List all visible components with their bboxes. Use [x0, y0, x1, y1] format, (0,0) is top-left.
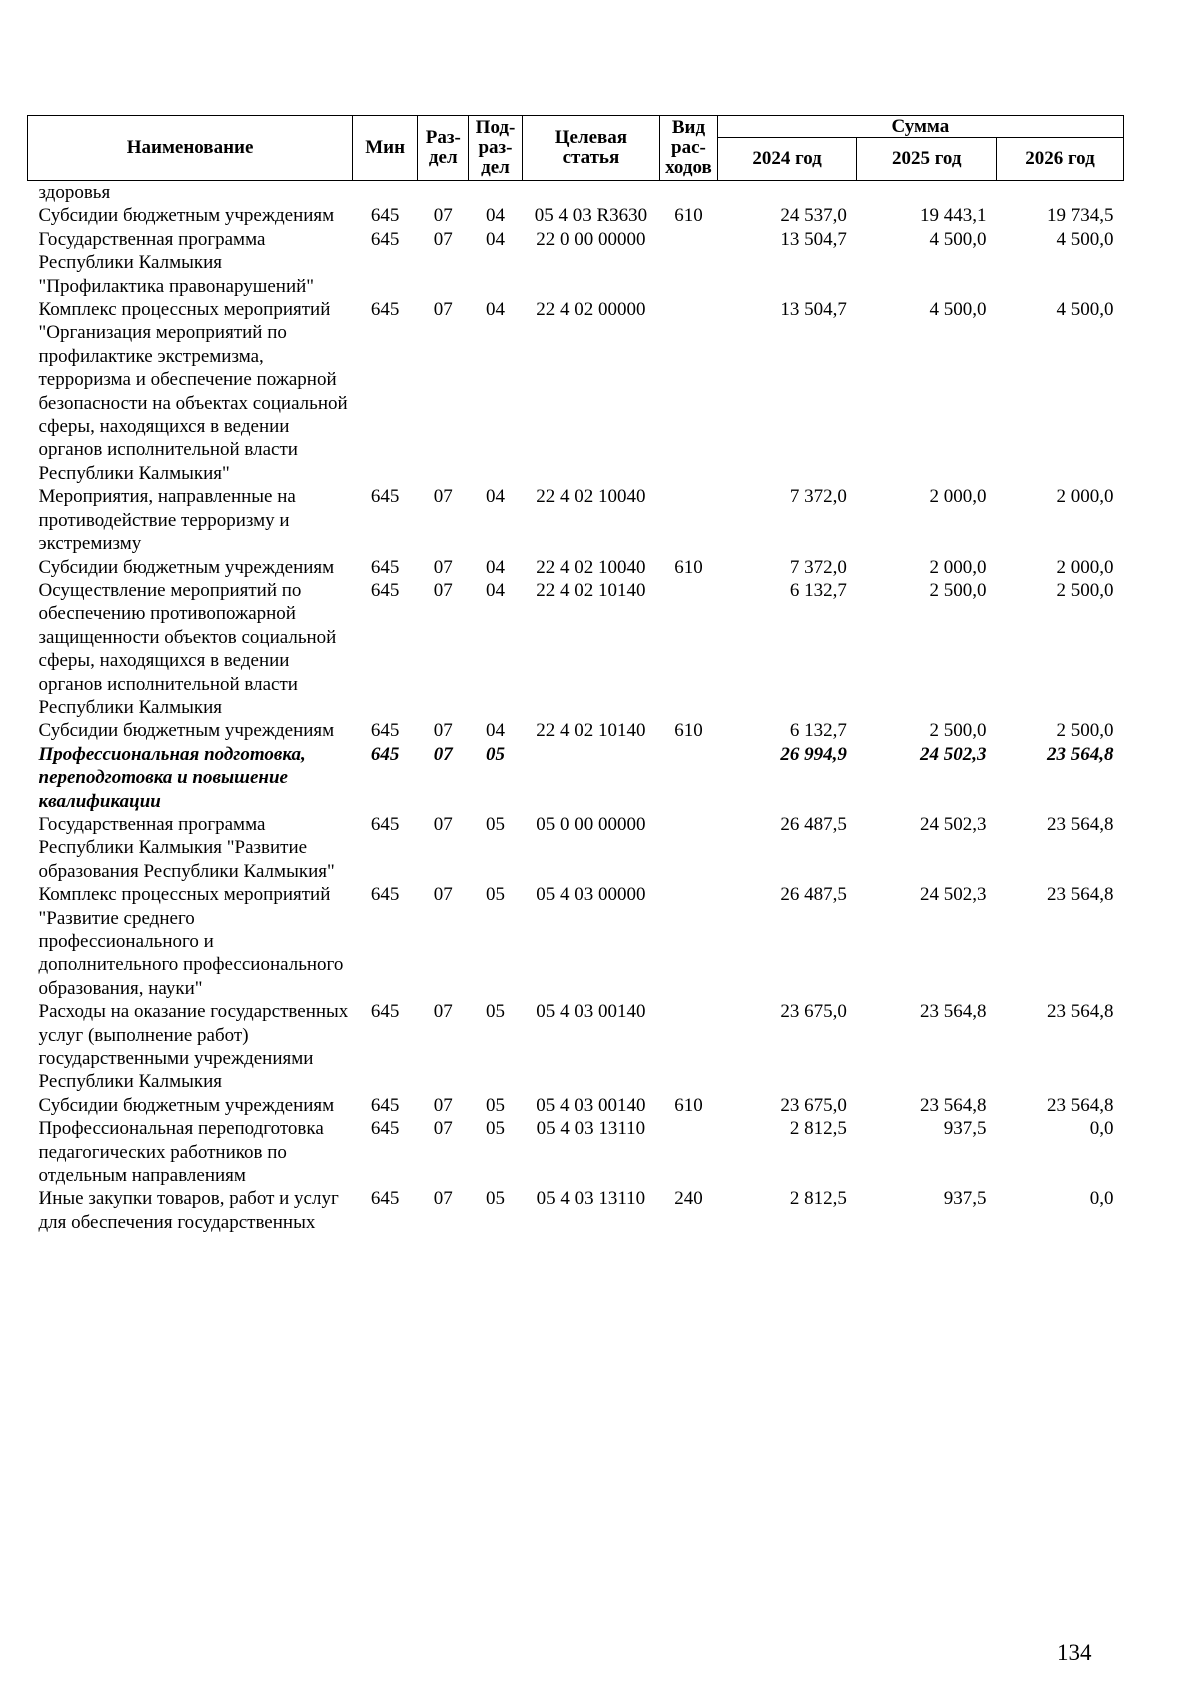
table-row	[28, 1117, 1124, 1187]
cell-name: Профессиональная подготовка, переподготовка и повышение квалификации	[38, 743, 306, 812]
cell-podrazdel	[469, 181, 522, 205]
cell-podrazdel: 04	[486, 486, 505, 508]
cell-podrazdel: 04	[486, 556, 505, 578]
header-podrazdel-line1: Под-	[475, 117, 516, 138]
header-expense-type-line3: ходов	[665, 157, 712, 178]
cell-name: Мероприятия, направленные на противодействие терроризму и экстремизму	[38, 486, 296, 555]
cell-podrazdel: 05	[486, 1094, 505, 1116]
header-expense-type-line2: рас-	[671, 137, 706, 158]
cell-podrazdel: 04	[486, 205, 505, 227]
header-name: Наименование	[28, 116, 353, 181]
cell-min: 645	[370, 1094, 400, 1116]
cell-name: Субсидии бюджетным учреждениям	[38, 205, 335, 227]
cell-amount-2026: 4 500,0	[1056, 299, 1114, 321]
cell-amount-2024: 13 504,7	[780, 299, 847, 321]
cell-razdel: 07	[433, 720, 453, 742]
cell-expense-type	[660, 743, 718, 813]
cell-amount-2025: 24 502,3	[920, 884, 987, 906]
table-row	[28, 181, 1124, 205]
cell-min: 645	[370, 486, 400, 508]
cell-amount-2026	[997, 181, 1124, 205]
cell-article: 05 4 03 R3630	[534, 205, 648, 227]
table-row	[28, 743, 1124, 813]
cell-razdel: 07	[433, 1188, 453, 1210]
budget-table	[27, 115, 1124, 1234]
cell-podrazdel: 05	[486, 1118, 505, 1140]
cell-article	[522, 181, 660, 205]
table-header	[28, 116, 1124, 181]
table-row	[28, 1187, 1124, 1234]
cell-amount-2025: 19 443,1	[920, 205, 987, 227]
header-min: Мин	[353, 116, 418, 181]
cell-name: Комплекс процессных мероприятий "Развитие среднего профессионального и дополнительного профессионального образования, науки"	[38, 884, 344, 999]
cell-amount-2024	[717, 181, 857, 205]
cell-article: 05 0 00 00000	[536, 813, 646, 835]
cell-amount-2024: 13 504,7	[780, 228, 847, 250]
cell-amount-2024: 7 372,0	[789, 556, 847, 578]
cell-name: Субсидии бюджетным учреждениям	[38, 556, 335, 578]
cell-expense-type: 610	[674, 205, 703, 227]
cell-min: 645	[370, 813, 400, 835]
table-row	[28, 204, 1124, 227]
table-row	[28, 719, 1124, 742]
cell-amount-2026: 2 000,0	[1056, 556, 1114, 578]
cell-name: Комплекс процессных мероприятий "Организация мероприятий по профилактике экстремизма, терроризма и обеспечение пожарной безопасности на объектах социальной сферы, находящихся в ведении органов исполнительной власти Республики Калмыкия"	[38, 299, 348, 484]
cell-amount-2024: 7 372,0	[789, 486, 847, 508]
cell-amount-2025: 2 000,0	[929, 556, 987, 578]
header-expense-type	[660, 116, 718, 181]
cell-min: 645	[370, 1001, 400, 1023]
header-podrazdel	[469, 116, 522, 181]
cell-amount-2026: 19 734,5	[1047, 205, 1114, 227]
table-row	[28, 1000, 1124, 1094]
cell-article: 22 4 02 10040	[536, 486, 646, 508]
cell-expense-type	[660, 579, 718, 719]
table-row	[28, 485, 1124, 555]
cell-amount-2026: 0,0	[1089, 1118, 1114, 1140]
cell-min: 645	[370, 556, 400, 578]
header-year-2025: 2025 год	[857, 138, 997, 181]
cell-min	[353, 181, 418, 205]
cell-name: Осуществление мероприятий по обеспечению противопожарной защищенности объектов социальной сферы, находящихся в ведении органов исполнительной власти Республики Калмыкия	[38, 579, 337, 718]
cell-amount-2026: 23 564,8	[1047, 1001, 1114, 1023]
cell-razdel: 07	[433, 205, 453, 227]
header-podrazdel-line2: раз-	[478, 137, 513, 158]
cell-amount-2024: 6 132,7	[789, 720, 847, 742]
cell-amount-2025: 2 000,0	[929, 486, 987, 508]
cell-expense-type	[660, 1000, 718, 1094]
cell-name: Иные закупки товаров, работ и услуг для обеспечения государственных	[38, 1188, 339, 1233]
cell-min: 645	[370, 884, 400, 906]
cell-razdel: 07	[433, 1094, 453, 1116]
cell-amount-2024: 26 994,9	[780, 743, 847, 765]
cell-min: 645	[370, 1118, 400, 1140]
cell-amount-2026: 2 500,0	[1056, 720, 1114, 742]
cell-amount-2025: 23 564,8	[920, 1001, 987, 1023]
header-razdel-line2: дел	[428, 147, 458, 168]
table-row	[28, 556, 1124, 579]
cell-amount-2025: 4 500,0	[929, 228, 987, 250]
cell-amount-2024: 26 487,5	[780, 884, 847, 906]
cell-razdel: 07	[433, 299, 453, 321]
budget-table-page	[27, 115, 1124, 1234]
cell-podrazdel: 05	[486, 813, 505, 835]
header-article	[522, 116, 660, 181]
cell-expense-type	[660, 228, 718, 298]
cell-article: 22 4 02 10140	[536, 579, 646, 601]
cell-amount-2026: 4 500,0	[1056, 228, 1114, 250]
cell-name: Расходы на оказание государственных услуг (выполнение работ) государственными учреждениями Республики Калмыкия	[38, 1001, 349, 1093]
cell-article: 22 0 00 00000	[536, 228, 646, 250]
header-year-2024: 2024 год	[717, 138, 857, 181]
cell-name: Профессиональная переподготовка педагогических работников по отдельным направлениям	[38, 1118, 324, 1187]
cell-amount-2024: 2 812,5	[789, 1118, 847, 1140]
cell-razdel: 07	[433, 579, 453, 601]
cell-expense-type: 610	[674, 556, 703, 578]
cell-podrazdel: 05	[486, 1188, 505, 1210]
table-row	[28, 813, 1124, 883]
page-number: 134	[1057, 1640, 1092, 1665]
header-expense-type-line1: Вид	[671, 117, 706, 138]
cell-amount-2026: 0,0	[1089, 1188, 1114, 1210]
cell-amount-2026: 23 564,8	[1047, 813, 1114, 835]
cell-name: Субсидии бюджетным учреждениям	[38, 1094, 335, 1116]
cell-amount-2024: 26 487,5	[780, 813, 847, 835]
cell-razdel	[418, 181, 469, 205]
cell-expense-type	[660, 883, 718, 1000]
table-body	[28, 181, 1124, 1235]
cell-min: 645	[370, 743, 400, 765]
cell-amount-2024: 23 675,0	[780, 1001, 847, 1023]
cell-podrazdel: 05	[486, 884, 505, 906]
cell-amount-2026: 2 500,0	[1056, 579, 1114, 601]
cell-name: Государственная программа Республики Калмыкия "Развитие образования Республики Калмыкия"	[38, 813, 335, 882]
cell-min: 645	[370, 720, 400, 742]
cell-razdel: 07	[433, 228, 453, 250]
cell-expense-type: 610	[674, 1094, 703, 1116]
cell-min: 645	[370, 205, 400, 227]
cell-expense-type: 240	[674, 1188, 703, 1210]
cell-podrazdel: 04	[486, 299, 505, 321]
cell-expense-type	[660, 813, 718, 883]
cell-podrazdel: 05	[486, 743, 505, 765]
cell-amount-2024: 2 812,5	[789, 1188, 847, 1210]
cell-min: 645	[370, 228, 400, 250]
cell-article: 22 4 02 00000	[536, 299, 646, 321]
cell-amount-2025: 2 500,0	[929, 579, 987, 601]
header-razdel-line1: Раз-	[425, 127, 461, 148]
cell-name: здоровья	[38, 182, 111, 203]
cell-amount-2024: 23 675,0	[780, 1094, 847, 1116]
cell-amount-2026: 23 564,8	[1047, 884, 1114, 906]
cell-amount-2025: 2 500,0	[929, 720, 987, 742]
cell-article: 05 4 03 13110	[536, 1118, 646, 1140]
header-year-2026: 2026 год	[997, 138, 1124, 181]
table-row	[28, 883, 1124, 1000]
cell-article: 05 4 03 13110	[536, 1188, 646, 1210]
cell-amount-2024: 24 537,0	[780, 205, 847, 227]
cell-amount-2025	[857, 181, 997, 205]
cell-razdel: 07	[433, 1001, 453, 1023]
cell-name: Государственная программа Республики Калмыкия "Профилактика правонарушений"	[38, 228, 315, 297]
cell-podrazdel: 04	[486, 579, 505, 601]
cell-razdel: 07	[433, 1118, 453, 1140]
cell-article: 05 4 03 00140	[536, 1001, 646, 1023]
cell-article: 22 4 02 10140	[536, 720, 646, 742]
cell-amount-2025: 24 502,3	[920, 743, 987, 765]
cell-article	[522, 743, 660, 813]
cell-expense-type	[660, 485, 718, 555]
cell-amount-2025: 24 502,3	[920, 813, 987, 835]
cell-razdel: 07	[433, 556, 453, 578]
header-article-line2: статья	[562, 147, 620, 168]
cell-amount-2026: 2 000,0	[1056, 486, 1114, 508]
header-article-line1: Целевая	[554, 127, 628, 148]
header-podrazdel-line3: дел	[481, 157, 510, 178]
header-sum: Сумма	[717, 116, 1123, 138]
cell-amount-2025: 937,5	[943, 1118, 987, 1140]
cell-amount-2025: 4 500,0	[929, 299, 987, 321]
cell-expense-type	[660, 1117, 718, 1187]
cell-name: Субсидии бюджетным учреждениям	[38, 720, 335, 742]
cell-expense-type	[660, 181, 718, 205]
table-row	[28, 579, 1124, 719]
cell-amount-2026: 23 564,8	[1047, 1094, 1114, 1116]
cell-article: 05 4 03 00140	[536, 1094, 646, 1116]
cell-razdel: 07	[433, 486, 453, 508]
cell-amount-2025: 23 564,8	[920, 1094, 987, 1116]
table-row	[28, 228, 1124, 298]
cell-article: 22 4 02 10040	[536, 556, 646, 578]
cell-amount-2024: 6 132,7	[789, 579, 847, 601]
cell-podrazdel: 04	[486, 720, 505, 742]
cell-podrazdel: 04	[486, 228, 505, 250]
header-razdel	[418, 116, 469, 181]
cell-expense-type: 610	[674, 720, 703, 742]
cell-min: 645	[370, 299, 400, 321]
cell-razdel: 07	[433, 743, 453, 765]
cell-expense-type	[660, 298, 718, 485]
cell-min: 645	[370, 579, 400, 601]
cell-amount-2026: 23 564,8	[1047, 743, 1114, 765]
cell-razdel: 07	[433, 813, 453, 835]
table-row	[28, 298, 1124, 485]
cell-razdel: 07	[433, 884, 453, 906]
cell-amount-2025: 937,5	[943, 1188, 987, 1210]
cell-podrazdel: 05	[486, 1001, 505, 1023]
cell-min: 645	[370, 1188, 400, 1210]
table-row	[28, 1094, 1124, 1117]
cell-article: 05 4 03 00000	[536, 884, 646, 906]
